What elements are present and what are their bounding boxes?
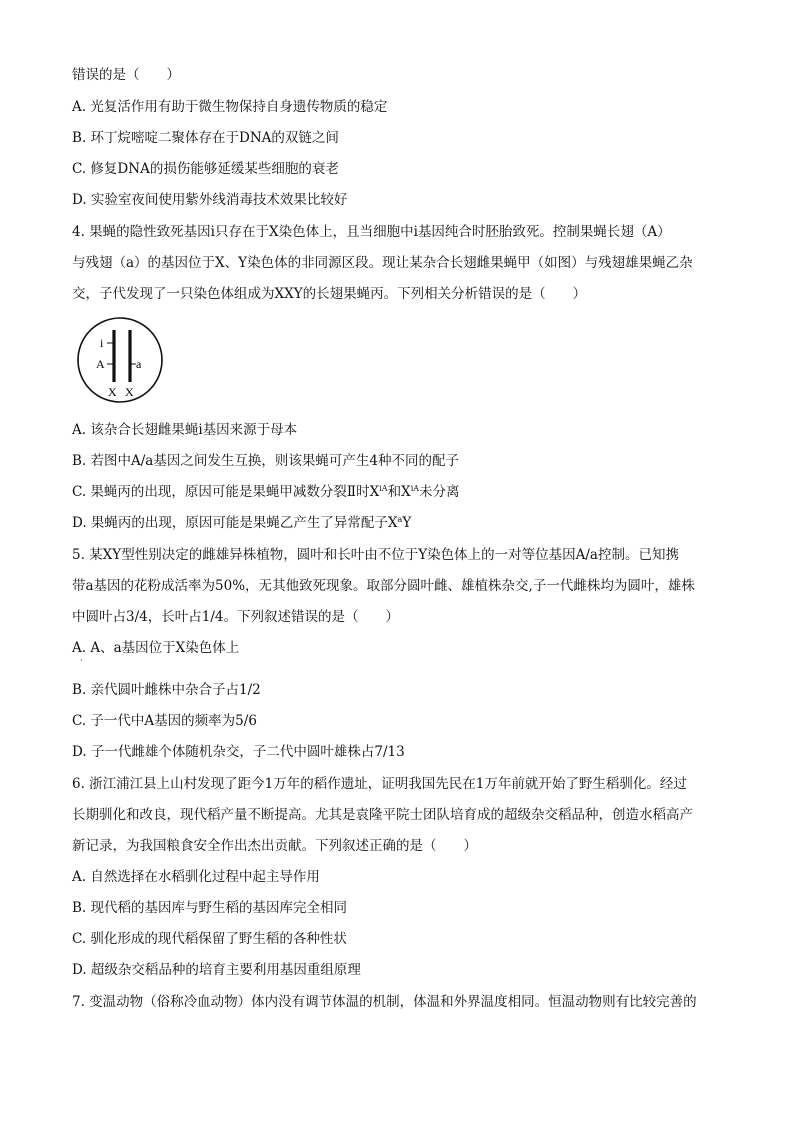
q6-option-b: B. 现代稻的基因库与野生稻的基因库完全相同 xyxy=(72,900,348,916)
q3-option-b: B. 环丁烷嘧啶二聚体存在于DNA的双链之间 xyxy=(72,130,339,146)
q4-option-d-pre: D. 果蝇丙的出现，原因可能是果蝇乙产生了异常配子X xyxy=(72,515,398,531)
q5-option-a: A. A、a基因位于X染色体上 xyxy=(72,640,240,656)
chromosome-figure xyxy=(76,316,164,404)
q6-stem-line-2: 长期驯化和改良，现代稻产量不断提高。尤其是袁隆平院士团队培育成的超级杂交稻品种，创造水稻高产 xyxy=(72,807,693,823)
q3-option-d: D. 实验室夜间使用紫外线消毒技术效果比较好 xyxy=(72,192,348,208)
label-x-left: X xyxy=(108,385,117,399)
q4-option-c-mid: 和X xyxy=(387,484,411,500)
q4-option-c-pre: C. 果蝇丙的出现，原因可能是果蝇甲减数分裂Ⅱ时X xyxy=(72,484,380,500)
q5-option-c: C. 子一代中A基因的频率为5/6 xyxy=(72,713,257,729)
q6-stem-line-1: 6. 浙江浦江县上山村发现了距今1万年的稻作遗址，证明我国先民在1万年前就开始了野生稻驯化。经过 xyxy=(72,776,687,792)
q4-option-d xyxy=(72,513,411,533)
q3-option-a: A. 光复活作用有助于微生物保持自身遗传物质的稳定 xyxy=(72,99,388,115)
q3-option-c: C. 修复DNA的损伤能够延缓某些细胞的衰老 xyxy=(72,161,339,177)
q4-option-b: B. 若图中A/a基因之间发生互换，则该果蝇可产生4种不同的配子 xyxy=(72,453,459,469)
q4-option-c-sup1: iA xyxy=(379,484,388,493)
q5-option-b: B. 亲代圆叶雌株中杂合子占1/2 xyxy=(72,682,261,698)
q6-option-a: A. 自然选择在水稻驯化过程中起主导作用 xyxy=(72,869,320,885)
q4-stem-line-1: 4. 果蝇的隐性致死基因i只存在于X染色体上，且当细胞中i基因纯合时胚胎致死。控制果蝇长翅（A） xyxy=(72,224,671,240)
q5-option-d: D. 子一代雌雄个体随机杂交，子二代中圆叶雄株占7/13 xyxy=(72,744,405,760)
q4-option-c-sup2: iA xyxy=(410,484,420,493)
q4-option-c-post: 未分离 xyxy=(419,484,460,500)
q6-stem-line-3: 新记录，为我国粮食安全作出杰出贡献。下列叙述正确的是（ ） xyxy=(72,838,477,854)
stray-dot: · xyxy=(80,656,83,665)
label-x-right: X xyxy=(125,385,134,399)
q6-option-c: C. 驯化形成的现代稻保留了野生稻的各种性状 xyxy=(72,931,347,947)
q5-stem-line-3: 中圆叶占3/4，长叶占1/4。下列叙述错误的是（ ） xyxy=(72,609,399,625)
q4-option-a: A. 该杂合长翅雌果蝇i基因来源于母本 xyxy=(72,422,298,438)
q5-stem-line-1: 5. 某XY型性别决定的雌雄异株植物，圆叶和长叶由不位于Y染色体上的一对等位基因A/a控制。已知携 xyxy=(72,547,679,563)
q4-stem-line-2: 与残翅（a）的基因位于X、Y染色体的非同源区段。现让某杂合长翅雌果蝇甲（如图）与残翅雄果蝇乙杂 xyxy=(72,255,693,271)
label-a: a xyxy=(136,357,142,371)
q4-stem-line-3: 交，子代发现了一只染色体组成为XXY的长翅果蝇丙。下列相关分析错误的是（ ） xyxy=(72,286,587,302)
cell-outline xyxy=(78,318,162,402)
q7-stem-line-1: 7. 变温动物（俗称冷血动物）体内没有调节体温的机制，体温和外界温度相同。恒温动物则有比较完善的 xyxy=(72,994,697,1010)
q4-option-d-sup: a xyxy=(397,515,403,524)
q4-option-d-post: Y xyxy=(402,515,412,531)
q5-stem-line-2: 带a基因的花粉成活率为50%，无其他致死现象。取部分圆叶雌、雄植株杂交,子一代雌株均为圆叶，雄株 xyxy=(72,578,695,594)
q6-option-d: D. 超级杂交稻品种的培育主要利用基因重组原理 xyxy=(72,962,361,978)
label-A: A xyxy=(96,357,105,371)
label-i: i xyxy=(100,336,104,350)
q4-option-c xyxy=(72,482,460,502)
q3-stem-tail: 错误的是（ ） xyxy=(72,67,180,83)
